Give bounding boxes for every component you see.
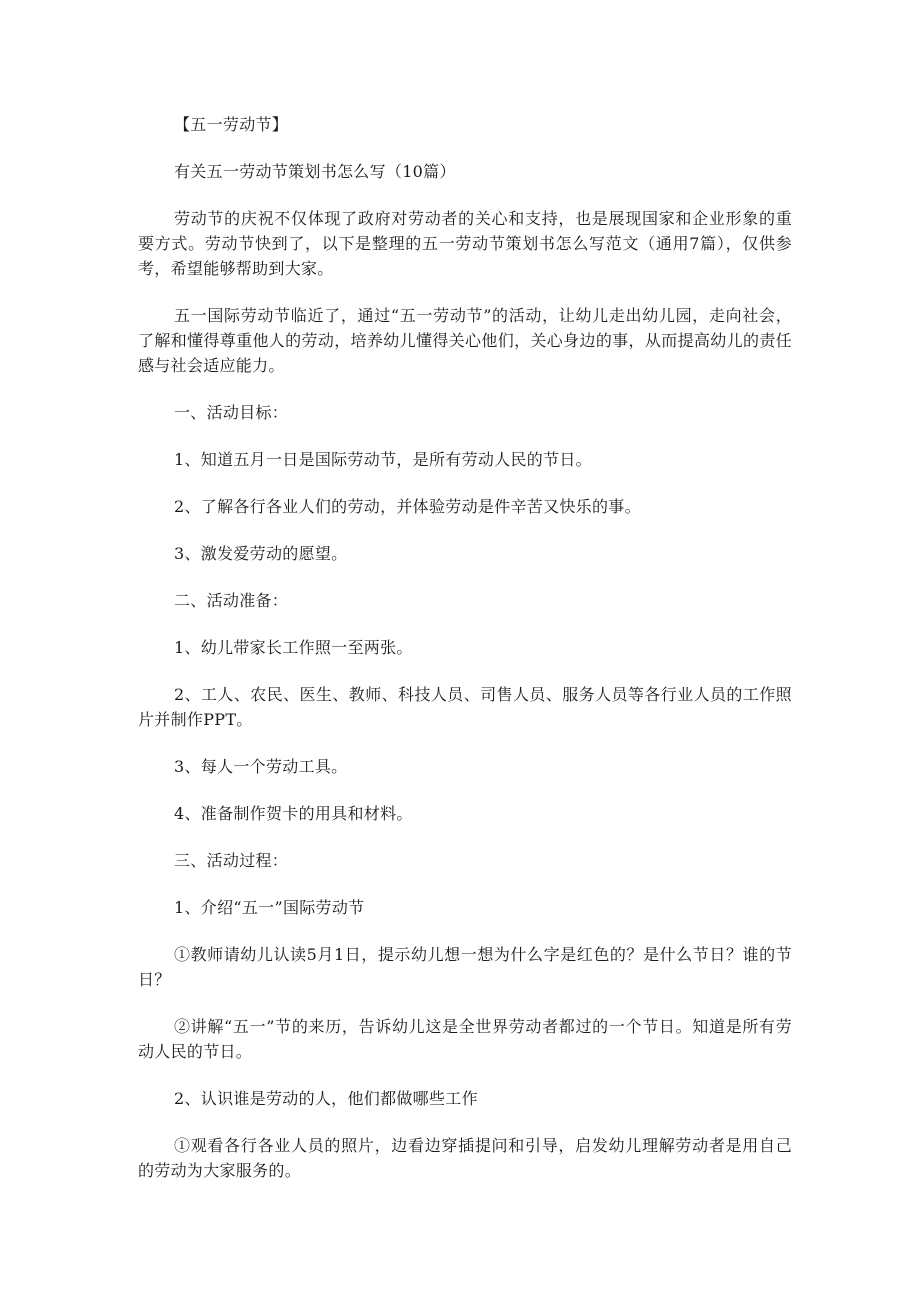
list-item: 2、了解各行各业人们的劳动，并体验劳动是件辛苦又快乐的事。	[174, 497, 641, 516]
list-item: 1、幼儿带家长工作照一至两张。	[174, 638, 413, 657]
intro-paragraph: 劳动节的庆祝不仅体现了政府对劳动者的关心和支持，也是展现国家和企业形象的重要方式。劳动节快到了，以下是整理的五一劳动节策划书怎么写范文（通用7篇），仅供参考，希望能够帮助到大家。	[138, 209, 792, 278]
section-heading: 【五一劳动节】	[174, 115, 289, 134]
list-item: 4、准备制作贺卡的用具和材料。	[174, 804, 413, 823]
list-item: 2、工人、农民、医生、教师、科技人员、司售人员、服务人员等各行业人员的工作照片并制作PPT。	[138, 685, 792, 729]
list-item: 1、知道五月一日是国际劳动节，是所有劳动人民的节日。	[174, 450, 592, 469]
list-item: ②讲解“五一”节的来历，告诉幼儿这是全世界劳动者都过的一个节日。知道是所有劳动人民的节日。	[138, 1017, 792, 1061]
heading-activity-process: 三、活动过程：	[174, 851, 289, 870]
list-item: ①观看各行各业人员的照片，边看边穿插提问和引导，启发幼儿理解劳动者是用自己的劳动为大家服务的。	[138, 1136, 792, 1180]
document-title: 有关五一劳动节策划书怎么写（10篇）	[174, 162, 456, 181]
heading-activity-preparation: 二、活动准备：	[174, 591, 289, 610]
list-item: 3、每人一个劳动工具。	[174, 757, 348, 776]
list-item: ①教师请幼儿认读5月1日，提示幼儿想一想为什么字是红色的？是什么节日？谁的节日？	[138, 945, 792, 989]
document-body	[138, 112, 792, 1205]
list-item: 3、激发爱劳动的愿望。	[174, 544, 348, 563]
body-paragraph: 五一国际劳动节临近了，通过“五一劳动节”的活动，让幼儿走出幼儿园，走向社会，了解和懂得尊重他人的劳动，培养幼儿懂得关心他们，关心身边的事，从而提高幼儿的责任感与社会适应能力。	[138, 306, 792, 375]
list-item: 2、认识谁是劳动的人，他们都做哪些工作	[174, 1089, 478, 1108]
heading-activity-goals: 一、活动目标：	[174, 403, 289, 422]
list-item: 1、介绍“五一”国际劳动节	[174, 898, 365, 917]
